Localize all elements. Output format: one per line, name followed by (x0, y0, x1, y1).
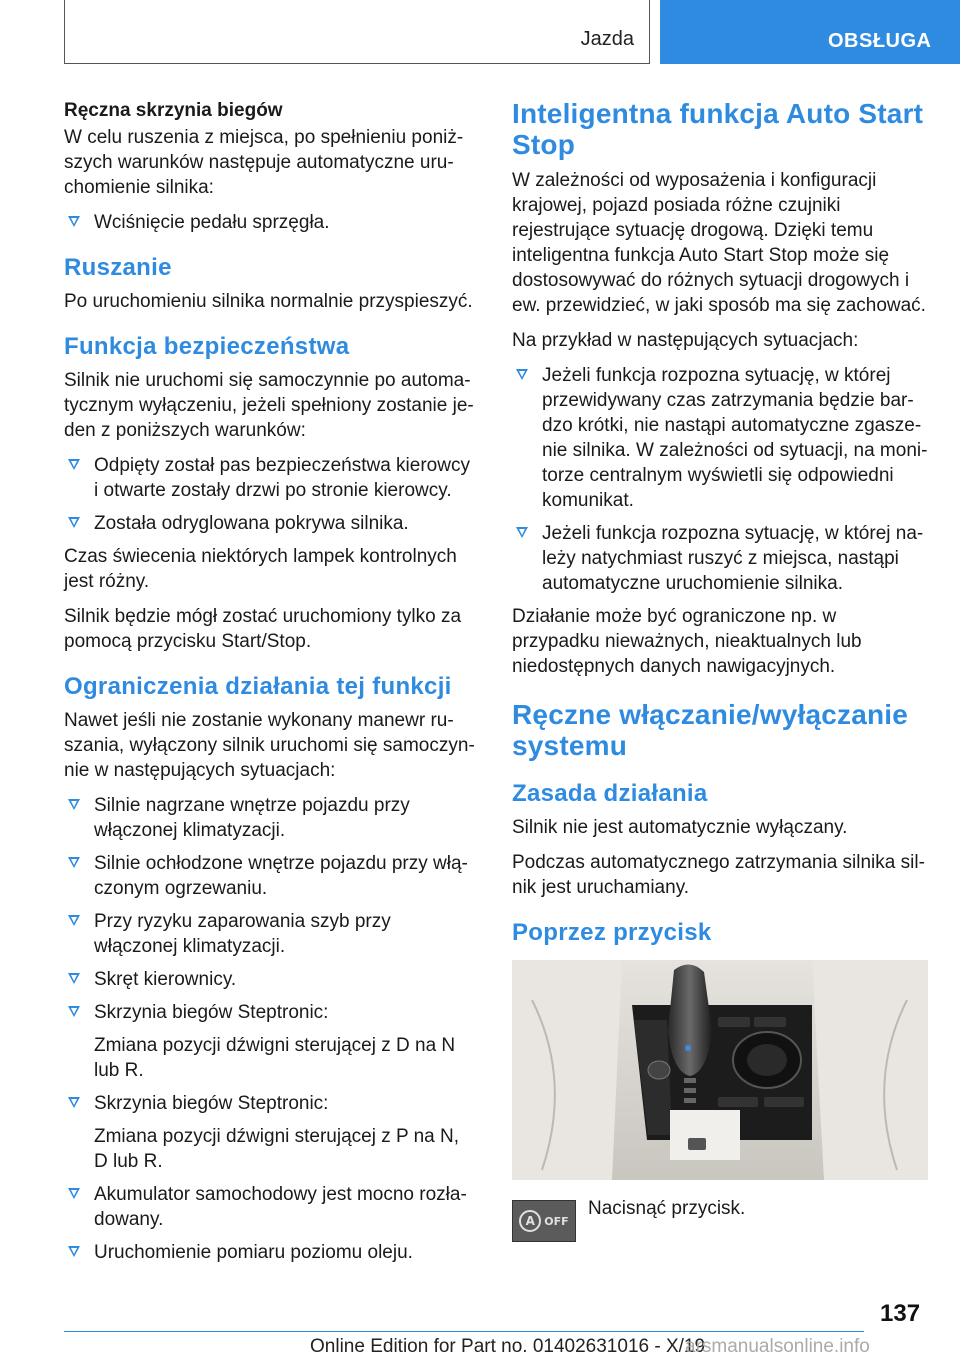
footer-watermark: arsmanualsonline.info (685, 1336, 870, 1357)
triangle-bullet-icon (68, 459, 80, 470)
list-item: Została odryglowana pokrywa silnika. (64, 511, 476, 536)
center-console-illustration (512, 960, 928, 1180)
limits-text: Nawet jeśli nie zostanie wykonany manewr ruszania, wyłączony silnik uruchomi się samoczynnie w następujących sytuacjach: (64, 710, 475, 781)
footer-divider (64, 1331, 864, 1332)
list-item: Odpięty został pas bezpieczeństwa kierowcy i otwarte zostały drzwi po stronie kierowcy. (64, 453, 476, 503)
list-item: Skręt kierownicy. (64, 967, 476, 992)
safety-heading: Funkcja bezpieczeństwa (64, 333, 350, 360)
list-item-subtext: Zmiana pozycji dźwigni sterującej z P na N, D lub R. (94, 1126, 460, 1172)
header-chapter-tab[interactable]: OBSŁUGA (660, 0, 960, 64)
list-item: Uruchomienie pomiaru poziomu oleju. (64, 1240, 476, 1265)
header-section-title: Jazda (580, 28, 634, 50)
intelligent-autostart-text-3: Działanie może być ograniczone np. w przypadku nieważnych, nieaktualnych lub niedostępnych danych nawigacyjnych. (512, 606, 862, 677)
safety-text-3: Silnik będzie mógł zostać uruchomiony tylko za pomocą przycisku Start/Stop. (64, 606, 462, 652)
triangle-bullet-icon (68, 1246, 80, 1257)
press-button-caption: Nacisnąć przycisk. (588, 1198, 746, 1219)
triangle-bullet-icon (68, 517, 80, 528)
safety-list (64, 453, 476, 536)
intelligent-autostart-list (512, 363, 928, 596)
triangle-bullet-icon (516, 369, 528, 380)
left-column (64, 98, 476, 1273)
starting-heading: Ruszanie (64, 254, 172, 281)
manual-system-heading: Ręczne włączanie/wyłączanie systemu (512, 699, 909, 761)
limits-heading: Ograniczenia działania tej funkcji (64, 673, 452, 700)
footer-edition: Online Edition for Part no. 01402631016 - X/19 (310, 1336, 706, 1357)
triangle-bullet-icon (68, 1097, 80, 1108)
list-item-subtext: Zmiana pozycji dźwigni sterującej z D na N lub R. (94, 1035, 456, 1081)
manual-gearbox-text: W celu ruszenia z miejsca, po spełnieniu poniższych warunków następuje automatyczne uruchomienie silnika: (64, 127, 464, 198)
list-item: Przy ryzyku zaparowania szyb przy włączonej klimatyzacji. (64, 909, 476, 959)
triangle-bullet-icon (68, 1188, 80, 1199)
triangle-bullet-icon (68, 216, 80, 227)
press-button-row (512, 1196, 928, 1242)
triangle-bullet-icon (68, 973, 80, 984)
intelligent-autostart-text-2: Na przykład w następujących sytuacjach: (512, 330, 859, 351)
intelligent-autostart-text: W zależności od wyposażenia i konfiguracji krajowej, pojazd posiada różne czujniki rejestrujące sytuację drogową. Dzięki temu inteligentna funkcja Auto Start Stop może się dostosowywać do różnych sytuacji drogowych i ew. przewidzieć, w jaki sposób ma się zachować. (512, 170, 926, 316)
list-item: Skrzynia biegów Steptronic: Zmiana pozycji dźwigni sterującej z P na N, D lub R. (64, 1091, 476, 1174)
limits-list (64, 793, 476, 1265)
principle-text-2: Podczas automatycznego zatrzymania silnika silnik jest uruchamiany. (512, 852, 925, 898)
auto-start-stop-off-button-icon: A OFF (512, 1200, 576, 1242)
manual-gearbox-heading: Ręczna skrzynia biegów (64, 100, 283, 121)
list-item: Jeżeli funkcja rozpozna sytuację, w której należy natychmiast ruszyć z miejsca, nastąpi automatyczne uruchomienie silnika. (512, 521, 928, 596)
triangle-bullet-icon (68, 857, 80, 868)
list-item: Jeżeli funkcja rozpozna sytuację, w której przewidywany czas zatrzymania będzie bardzo krótki, nie nastąpi automatyczne zgaszenie silnika. W zależności od sytuacji, na monitorze centralnym wyświetli się odpowiedni komunikat. (512, 363, 928, 513)
starting-text: Po uruchomieniu silnika normalnie przyspieszyć. (64, 291, 473, 312)
list-item: Akumulator samochodowy jest mocno rozładowany. (64, 1182, 476, 1232)
principle-heading: Zasada działania (512, 780, 708, 807)
triangle-bullet-icon (68, 799, 80, 810)
header-frame (64, 0, 650, 64)
manual-gearbox-list (64, 210, 476, 235)
triangle-bullet-icon (68, 915, 80, 926)
list-item: Wciśnięcie pedału sprzęgła. (64, 210, 476, 235)
intelligent-autostart-heading: Inteligentna funkcja Auto Start Stop (512, 98, 924, 160)
principle-text: Silnik nie jest automatycznie wyłączany. (512, 817, 848, 838)
list-item: Silnie nagrzane wnętrze pojazdu przy włączonej klimatyzacji. (64, 793, 476, 843)
triangle-bullet-icon (68, 1006, 80, 1017)
list-item: Skrzynia biegów Steptronic: Zmiana pozycji dźwigni sterującej z D na N lub R. (64, 1000, 476, 1083)
safety-text: Silnik nie uruchomi się samoczynnie po automatycznym wyłączeniu, jeżeli spełniony zostanie jeden z poniższych warunków: (64, 370, 474, 441)
right-column (512, 98, 928, 1242)
via-button-heading: Poprzez przycisk (512, 919, 712, 946)
list-item: Silnie ochłodzone wnętrze pojazdu przy włączonym ogrzewaniu. (64, 851, 476, 901)
safety-text-2: Czas świecenia niektórych lampek kontrolnych jest różny. (64, 546, 457, 592)
triangle-bullet-icon (516, 527, 528, 538)
page-number: 137 (880, 1300, 921, 1327)
center-console-photo (512, 960, 928, 1180)
